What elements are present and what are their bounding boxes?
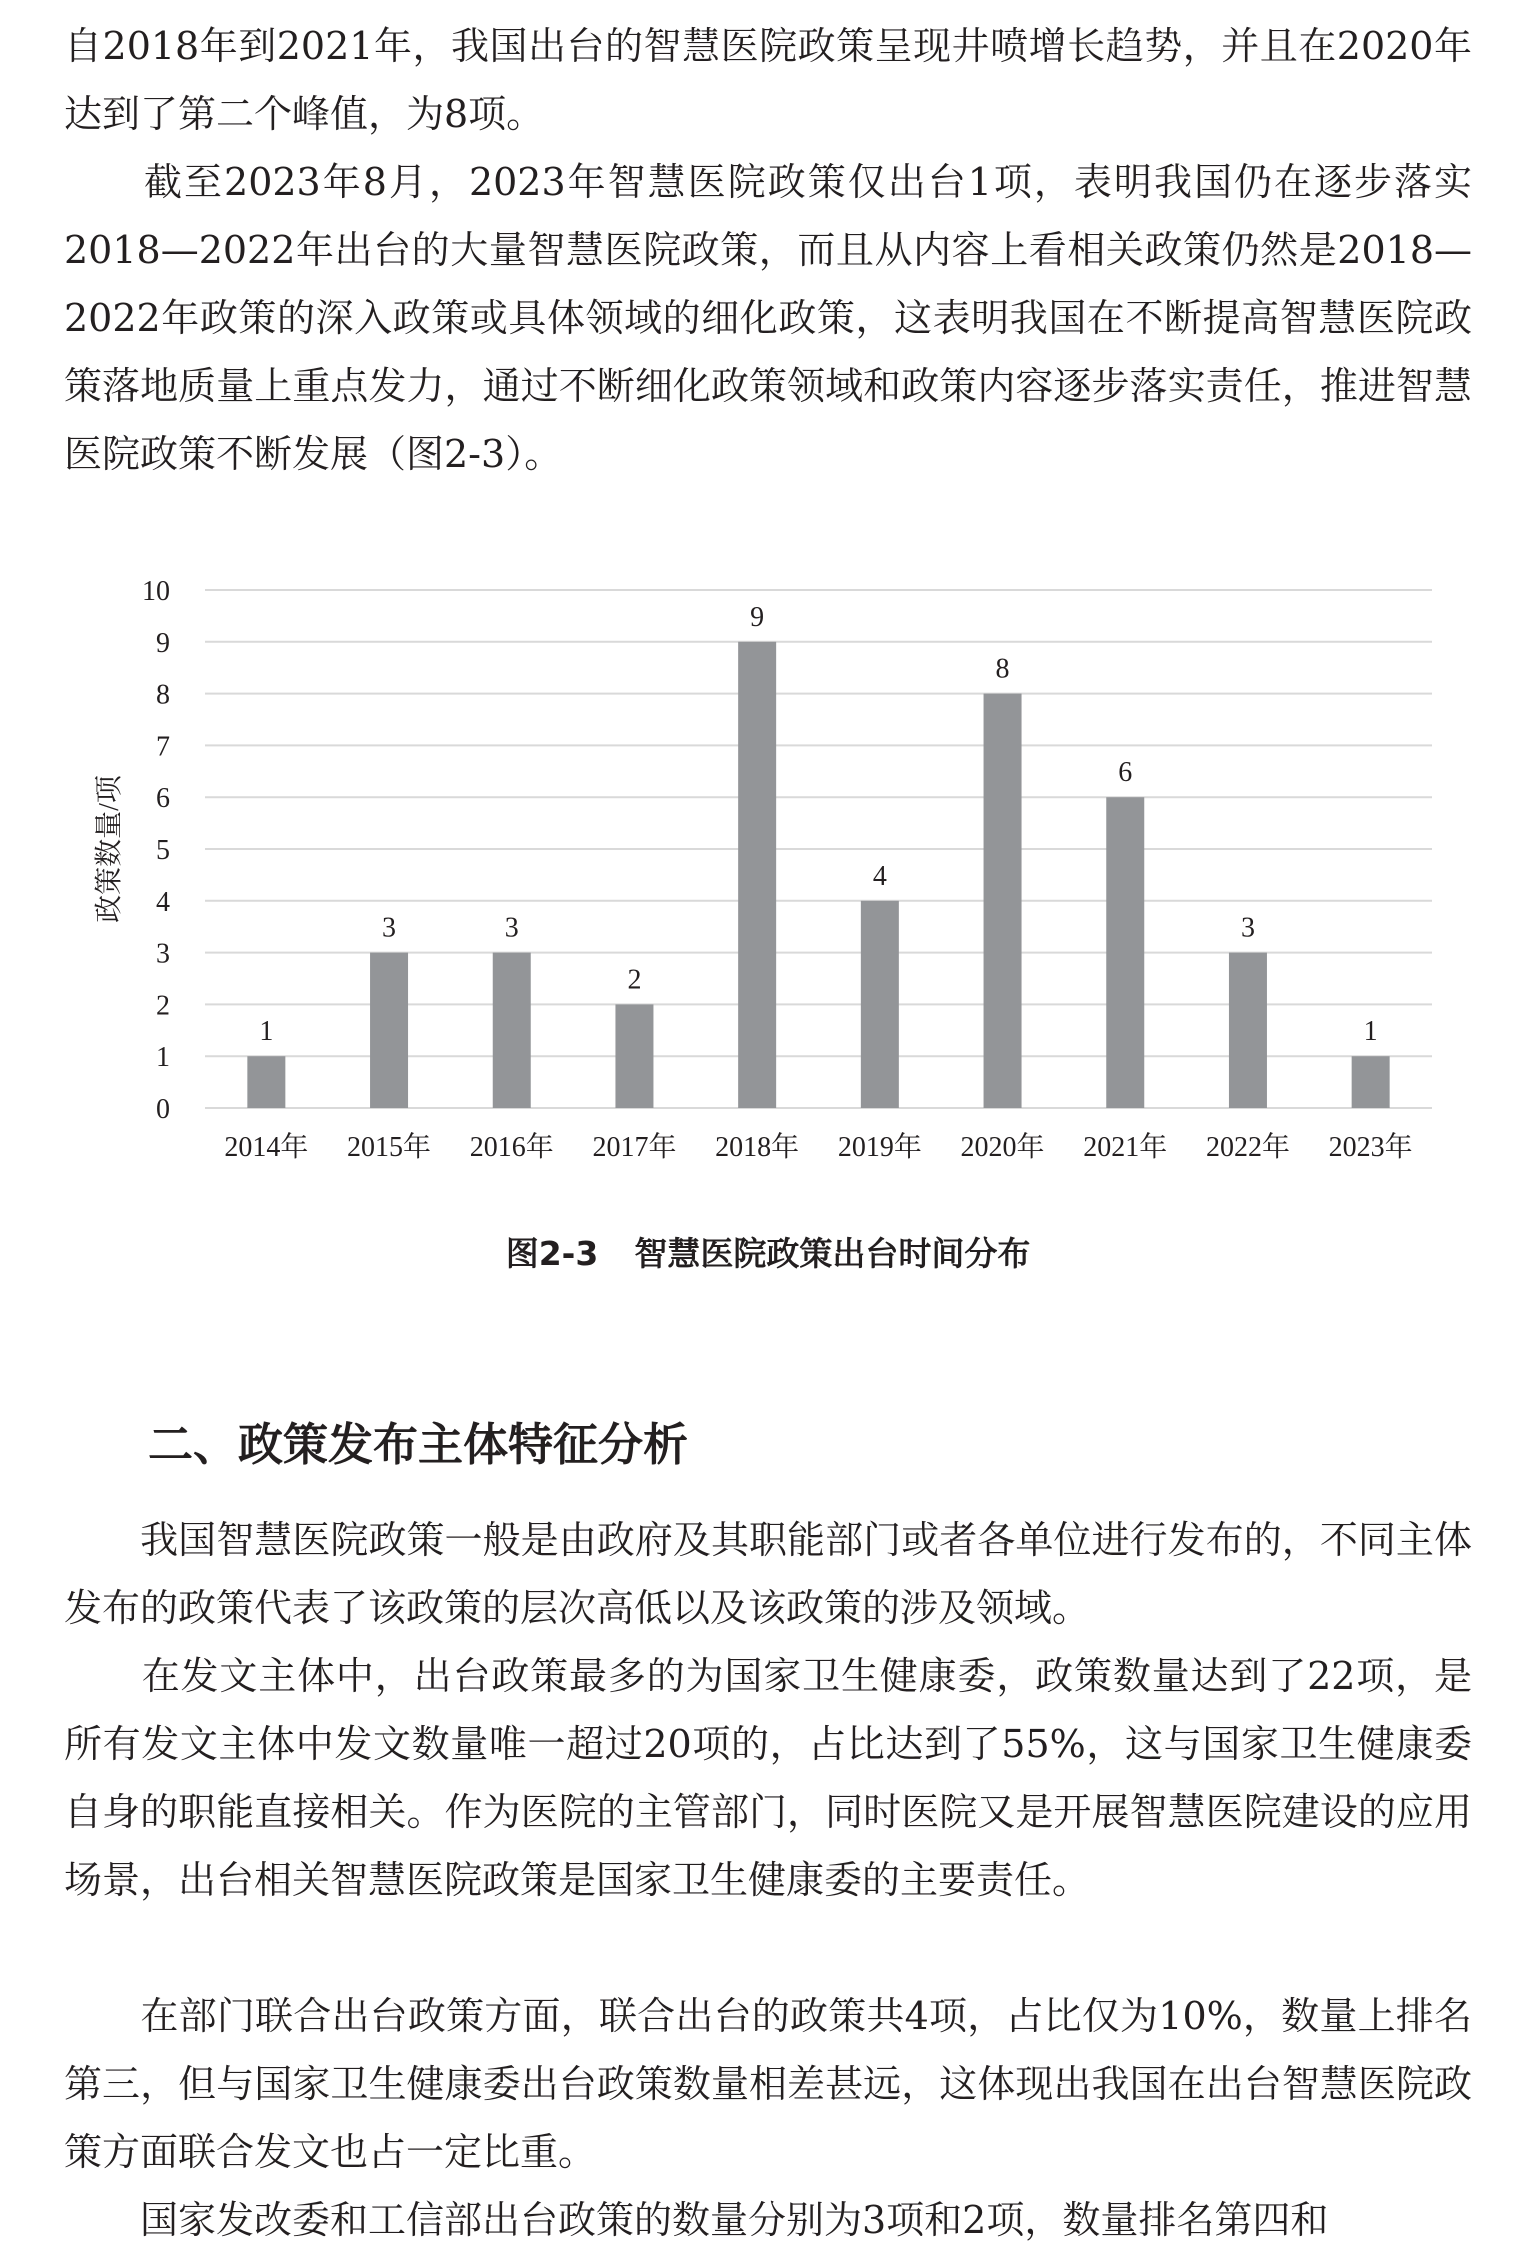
- y-tick-label: 2: [156, 990, 170, 1022]
- bar: [861, 901, 899, 1108]
- x-tick-label: 2020年: [960, 1132, 1045, 1163]
- bar: [1352, 1056, 1390, 1108]
- bar: [738, 642, 776, 1108]
- bar: [247, 1056, 285, 1108]
- bar-value-label: 3: [504, 912, 519, 944]
- body-paragraph: 在发文主体中，出台政策最多的为国家卫生健康委，政策数量达到了22项，是所有发文主体中发文数量唯一超过20项的，占比达到了55%，这与国家卫生健康委自身的职能直接相关。作为医院的主管部门，同时医院又是开展智慧医院建设的应用场景，出台相关智慧医院政策是国家卫生健康委的主要责任。: [64, 1654, 1472, 1902]
- y-tick-label: 3: [156, 938, 170, 970]
- bar: [493, 953, 531, 1108]
- x-tick-label: 2014年: [224, 1132, 309, 1163]
- y-tick-label: 4: [156, 886, 170, 918]
- y-tick-label: 10: [142, 576, 170, 607]
- body-paragraph: 在部门联合出台政策方面，联合出台的政策共4项，占比仅为10%，数量上排名第三，但与国家卫生健康委出台政策数量相差甚远，这体现出我国在出台智慧医院政策方面联合发文也占一定比重。: [64, 1994, 1472, 2174]
- x-tick-label: 2016年: [469, 1132, 554, 1163]
- y-tick-label: 5: [156, 835, 170, 866]
- y-tick-label: 9: [156, 627, 170, 659]
- bar: [370, 953, 408, 1108]
- bar: [615, 1004, 653, 1108]
- bar: [1229, 953, 1267, 1108]
- body-paragraph: 自2018年到2021年，我国出台的智慧医院政策呈现井喷增长趋势，并且在2020年达到了第二个峰值，为8项。: [64, 24, 1472, 136]
- x-tick-label: 2021年: [1083, 1132, 1168, 1163]
- bar: [1106, 797, 1144, 1108]
- figure-number: 图2-3: [505, 1234, 599, 1273]
- y-tick-label: 8: [156, 679, 170, 711]
- section-heading: 二、政策发布主体特征分析: [148, 1418, 689, 1471]
- x-axis-ticks: [224, 1131, 1412, 1163]
- y-axis-ticks: [142, 576, 170, 1125]
- bar-value-label: 3: [1240, 912, 1255, 944]
- bar-chart: [0, 560, 1536, 1200]
- y-tick-label: 6: [156, 783, 170, 815]
- bar-data-labels: [259, 602, 1377, 1047]
- bar-value-label: 2: [627, 964, 642, 996]
- bar-value-label: 4: [872, 860, 887, 892]
- body-paragraph: 我国智慧医院政策一般是由政府及其职能部门或者各单位进行发布的，不同主体发布的政策代表了该政策的层次高低以及该政策的涉及领域。: [64, 1518, 1472, 1630]
- body-paragraph: 国家发改委和工信部出台政策的数量分别为3项和2项，数量排名第四和: [64, 2198, 1329, 2242]
- y-tick-label: 0: [156, 1094, 170, 1125]
- x-tick-label: 2023年: [1328, 1132, 1413, 1163]
- x-tick-label: 2022年: [1205, 1132, 1290, 1163]
- bar-value-label: 9: [750, 601, 765, 633]
- bar-value-label: 1: [259, 1016, 274, 1048]
- figure-caption: [0, 1228, 1536, 1275]
- y-tick-label: 7: [156, 731, 170, 763]
- x-tick-label: 2015年: [347, 1132, 432, 1163]
- bar-value-label: 3: [382, 912, 397, 944]
- y-tick-label: 1: [156, 1042, 170, 1074]
- bar-value-label: 1: [1363, 1016, 1378, 1048]
- y-axis-label: 政策数量/项: [94, 775, 125, 923]
- figure-title: 智慧医院政策出台时间分布: [634, 1234, 1031, 1273]
- bar-value-label: 6: [1118, 757, 1133, 789]
- x-tick-label: 2017年: [592, 1132, 677, 1163]
- x-tick-label: 2019年: [837, 1132, 922, 1163]
- bar: [984, 694, 1022, 1108]
- body-paragraph: 截至2023年8月，2023年智慧医院政策仅出台1项，表明我国仍在逐步落实2018—2022年出台的大量智慧医院政策，而且从内容上看相关政策仍然是2018—2022年政策的深入政策或具体领域的细化政策，这表明我国在不断提高智慧医院政策落地质量上重点发力，通过不断细化政策领域和政策内容逐步落实责任，推进智慧医院政策不断发展（图2-3）。: [64, 160, 1472, 476]
- x-tick-label: 2018年: [715, 1132, 800, 1163]
- bar-value-label: 8: [995, 653, 1010, 685]
- chart-bars: [247, 642, 1389, 1108]
